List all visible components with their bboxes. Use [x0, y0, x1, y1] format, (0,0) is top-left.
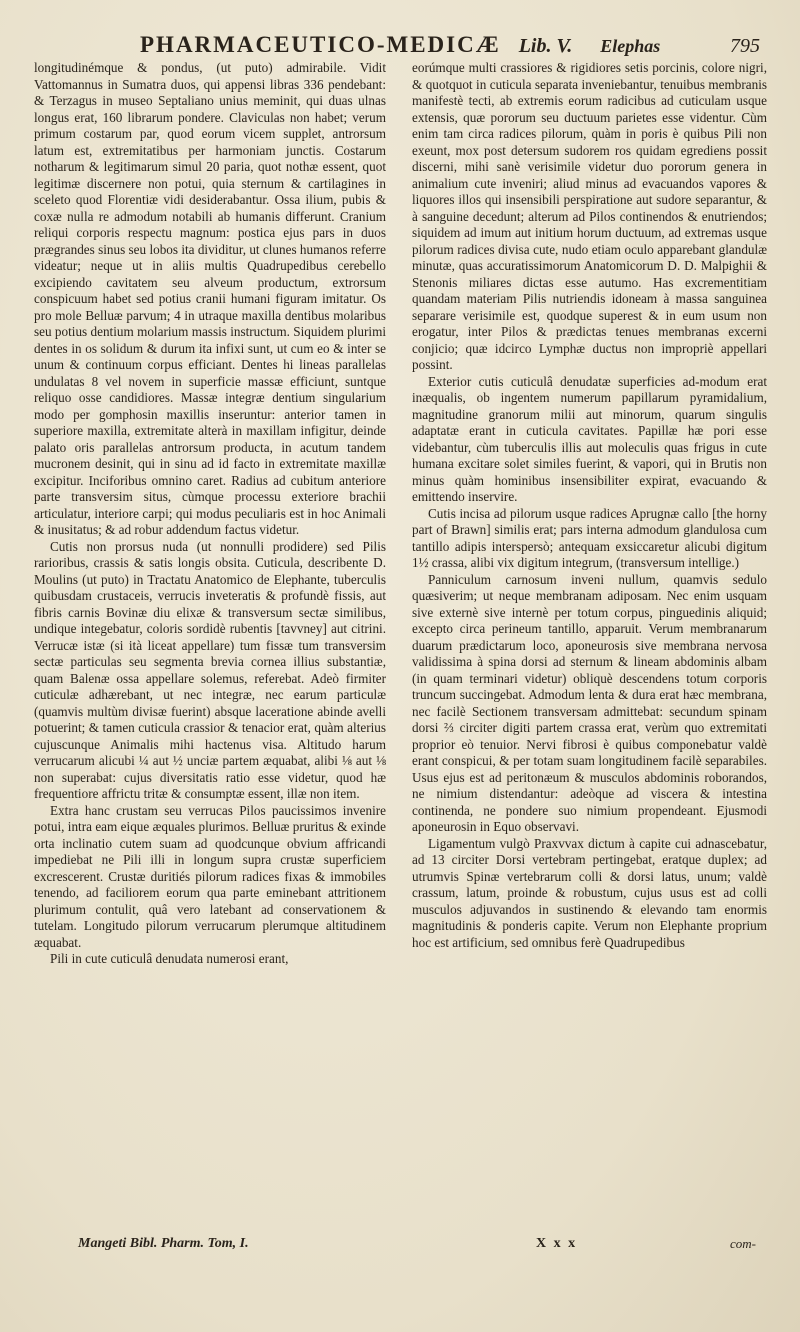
- paragraph: Exterior cutis cuticulâ denudatæ superficies ad-modum erat inæqualis, ob ingentem numerum papillarum pyramidalium, magnitudine granorum milii aut minorum, quarum singulis adaptatæ erant in cuticula cavitates. Papillæ hæ pori esse videbantur, cùm tuberculis illis aut moleculis quas frigus in cute humana excitare solet similes fuerint, & vapori, qui in Brutis non minus quàm hominibus insensibiliter expirat, evacuando & emittendo inservire.: [412, 373, 767, 504]
- book-reference: Lib. V.: [518, 35, 573, 57]
- page-number: 795: [730, 35, 760, 57]
- catchword: com-: [730, 1236, 756, 1251]
- paragraph: Extra hanc crustam seu verrucas Pilos paucissimos invenire potui, intra eam eique æquales plurimos. Belluæ pruritus & exinde orta inclinatio cutem suam ad quodcunque obvium affricandi impediebat ne Pili illi in longum supra crustæ superficiem excrescerent. Crustæ duritiés pilorum radices fixas & immobiles tenendo, ad faciliorem eorum qua parte eminebant attritionem plurimum contulit, quâ vero latebant ad conservationem & tutelam. Longitudo pilorum verrucarum plerumque altitudinem æquabat.: [34, 802, 386, 950]
- paragraph: longitudinémque & pondus, (ut puto) admirabile. Vidit Vattomannus in Sumatra duos, qui appensi libras 336 pendebant: & Terzagus in museo Septaliano unius meminit, qui duas ulnas longus erat, 160 librarum pondere. Claviculas non habet; verum primum costarum par, quod eorum vicem supplet, antrorsum latum est, extremitatibus per harmoniam junctis. Costarum notharum & legitimarum simul 20 paria, quot nothæ essent, quot legitimæ discernere non potui, quia sternum & cartilagines in sceleto quod Florentiæ vidi desiderabantur. Ossa ilium, pubis & coxæ nulla re admodum notabili ab humanis differunt. Cranium reliqui corporis respectu magnum: postica ejus pars in duos prægrandes sinus seu lobos ita dividitur, ut clunes humanos referre videatur; neque ut in aliis multis Quadrupedibus cerebello excipiendo cavitatem seu alveum productum, extrorsum conspicuum habet sed potius cranii humani figuram imitatur. Os pro mole Belluæ parvum; 4 in utraque maxilla dentibus molaribus seu potius dentium molarium massis instructum. Siquidem plurimi dentes in os solidum & durum ita infixi sunt, ut cum eo & inter se unum & continuum corpus efficiant. Dentes hi lineas parallelas undulatas 8 vel novem in superficie massæ efficiunt, suntque reliquo osse candidiores. Massæ integræ dentium singularium modo per gomphosin maxillis inseruntur: anterior tamen in superiore maxilla, extremitate alterà in maxillam infigitur, deinde palato oris parallelas antrorsum producta, in acutum tandem mucronem desinit, qui in sinu ad id facto in extremitate maxillæ excipitur. Inciforibus omnino caret. Radius ad cubitum anteriore parte transversim situs, cùmque processu exteriore brachii articulatur, interiore carpi; qui modus peculiaris est in hoc Animali & inusitatus; & ad robur addendum factus videtur.: [34, 60, 386, 537]
- paragraph: Cutis non prorsus nuda (ut nonnulli prodidere) sed Pilis rarioribus, crassis & satis longis obsita. Cuticula, describente D. Moulins (ut puto) in Tractatu Anatomico de Elephante, tuberculis quibusdam crustaceis, verrucis inveteratis & profundè fissis, aut fibris carnis Bovinæ diu elixæ & transversum sectæ similibus, undique integebatur, coloris sordidè rubentis [tavvney] aut citrini. Verrucæ istæ (si ità liceat appellare) tum fissæ tum transversim sectæ particulas seu segmenta brevia cornea illius substantiæ, quam Balenæ ossa appellare solemus, referebat. Adeò firmiter cuticulæ adhærebant, ut nec integræ, nec earum particulæ (quamvis multùm divisæ fuerint) absque laceratione abinde avelli potuerint; & tamen cuticula crassior & tenacior erat, quàm alterius cujuscunque Animalis mihi hactenus visa. Altitudo harum verrucarum alicubi ¼ aut ½ unciæ partem æquabat, alibi ⅛ aut ⅛ non superabat: cujus diversitatis ratio esse videtur, quod hæ frequentiore affrictu tritæ & consumptæ essent, illæ non item.: [34, 538, 386, 801]
- header-keyword: Elephas: [600, 36, 661, 56]
- paragraph: Pili in cute cuticulâ denudata numerosi erant,: [50, 951, 289, 966]
- paragraph: eorúmque multi crassiores & rigidiores setis porcinis, colore nigri, & quotquot in cuticula separata inveniebantur, tenuibus membranis manifestè tecti, ab extremis eorum radicibus ad cuticulam usque extensis, quæ pororum seu ductuum parietes esse videntur. Cùm enim tam circa radices pilorum, quàm in poris è quibus Pili non exeunt, mox post detersum sudorem ros quidam egrediens possit discerni, mihi sanè verisimile videtur duo pororum genera in animalium cute inveniri; aliud minus ad evacuandos vapores & liquores illos qui insensibili perspiratione aut sudore separantur, & à sanguine decedunt; alterum ad Pilos continendos & enutriendos; siquidem ad imum aut initium horum ductuum, ad extremas usque pilorum radices divisa cute, nudo etiam oculo apparebant glandulæ minutæ, quas accuratissimorum Anatomicorum D. D. Malpighii & Stenonis miliares dictas esse autumo. Has excrementitiam quandam materiam Pilis nutriendis idoneam à massa sanguinea separare verisimile est, quodque superest & in eum usum non erogatur, inter Pilos & prædictas tenues membranas excerni conjicio; quæ idcirco Lymphæ ductus non impropriè appellari possint.: [412, 60, 767, 372]
- paragraph: Cutis incisa ad pilorum usque radices Aprugnæ callo [the horny part of Brawn] similis erat; pars interna admodum glandulosa cum tantillo adipis interspersò; antequam exsiccaretur alicubi digitum 1½ crassa, alibi vix digitum integrum, (transversum intellige.): [412, 505, 767, 570]
- page-header: [140, 32, 760, 62]
- paragraph: Panniculum carnosum inveni nullum, quamvis sedulo quæsiverim; ut neque membranam adiposam. Nec enim usquam sive externè sive internè per totum corpus, pinguedinis aliquid; excepto circa perineum tantillo, apparuit. Verum membranarum duarum prædictarum loco, aponeurosis sive membrana nervosa validissima à spina dorsi ad sternum & lineam abdominis albam (in quam terminari videtur) obliquè descendens totum corporis truncum succingebat. Admodum lenta & dura erat hæc membrana, nec facilè Sectionem transversam admittebat: secundum spinam dorsi ⅔ circiter digiti partem crassa erat, verùm quo extremitati proprior eò tenuior. Nervi fibrosi è quibus componebatur valdè erant conspicui, & per totam suam longitudinem facilè separabiles. Usus ejus est ad peritonæum & musculos abdominis roborandos, ne nimium distendantur: adeòque ad viscera & intestina continenda, ne pondere suo nimium propendeant. Ejusmodi aponeurosin in Equo observavi.: [412, 571, 767, 834]
- footer-imprint: Mangeti Bibl. Pharm. Tom, I.: [78, 1236, 249, 1251]
- signature-mark: X x x: [536, 1236, 578, 1251]
- left-column: [34, 60, 386, 968]
- running-head: PHARMACEUTICO-MEDICÆ: [140, 32, 501, 57]
- paragraph: Ligamentum vulgò Praxvvax dictum à capite cui adnascebatur, ad 13 circiter Dorsi vertebram pertingebat, eratque duplex; ad utrumvis Spinæ vertebrarum colli & dorsi latus, unum; valdè crassum, latum, proinde & robustum, cujus usus est ad colli musculos adjuvandos in sustinendo & elevando tam enormis magnitudinis & ponderis capite. Verum non Elephante proprium hoc est artificium, sed omnibus ferè Quadrupedibus: [412, 835, 767, 950]
- right-column: [412, 60, 767, 951]
